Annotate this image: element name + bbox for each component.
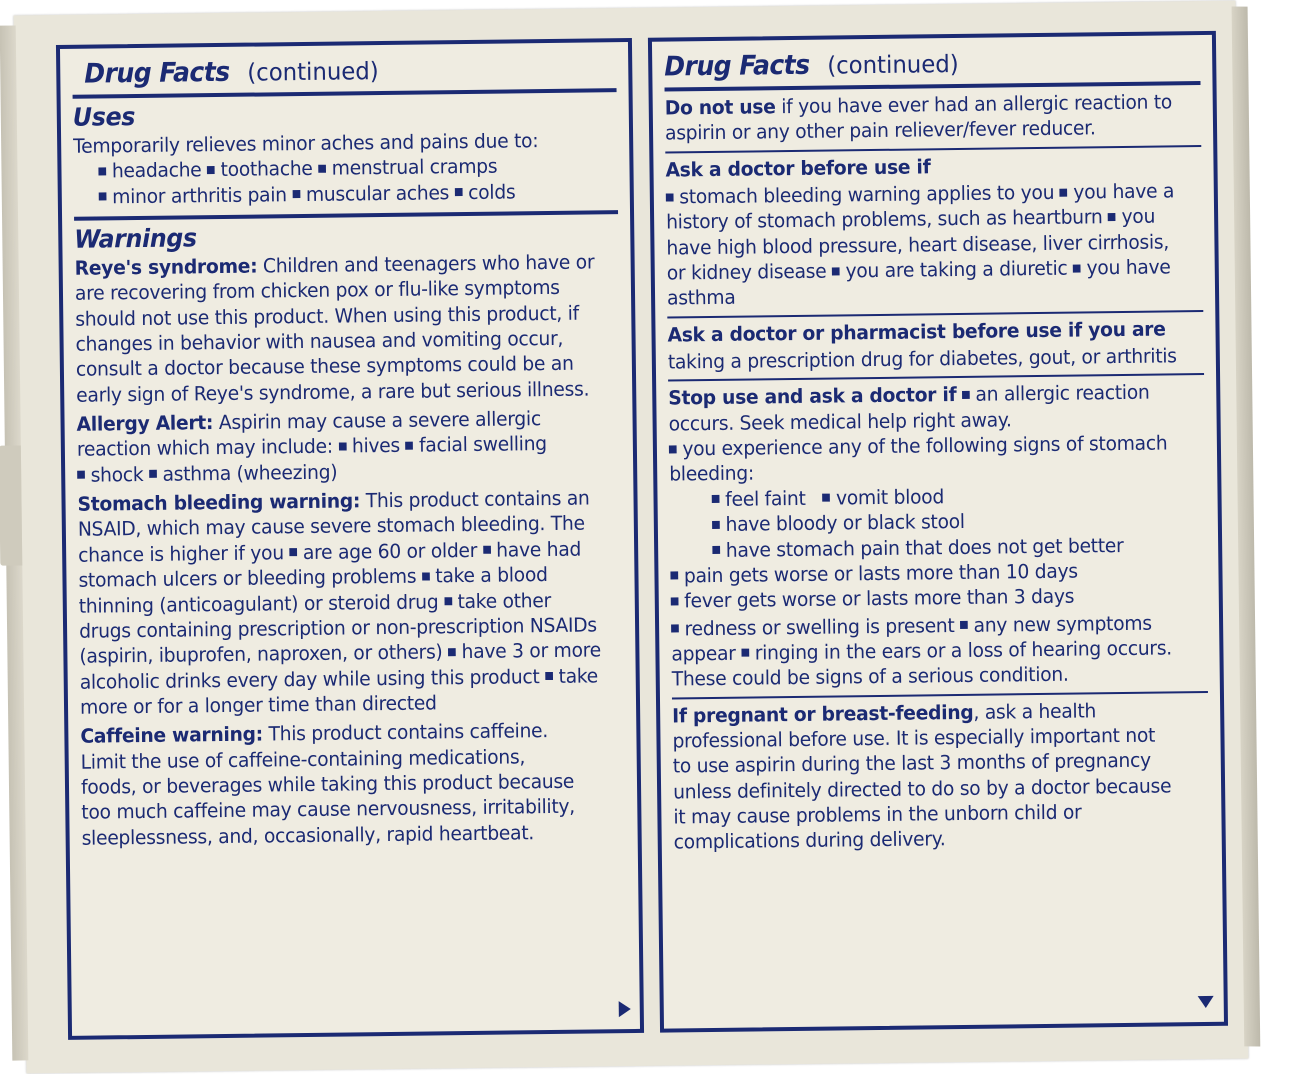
uses-bullet-muscular: muscular aches (305, 180, 450, 206)
bullet-square-icon (318, 165, 326, 173)
pregnancy-text: , ask a health professional before use. It is especially important not to use aspirin during the last 3 months of pregnancy unless definitely directed to do so by a doctor because it may cause problems in the unborn child or complications during delivery. (672, 698, 1172, 854)
warning-stomach-lead: Stomach bleeding warning: (77, 489, 361, 516)
ask-doctor-bullet-3: you have high blood pressure, heart disease, liver cirrhosis, or kidney disease (666, 204, 1170, 285)
warning-allergy-text: Aspirin may cause a severe allergic reaction which may include: (76, 407, 542, 462)
stomach-bullet-longer-time: take more or for a longer time than directed (79, 663, 599, 719)
warning-caffeine (80, 718, 604, 851)
bullet-square-icon (448, 648, 456, 656)
bullet-square-icon (483, 546, 491, 554)
uses-bullet-colds: colds (468, 180, 516, 204)
stop-use-sub-black-stool: have bloody or black stool (725, 510, 965, 536)
stomach-bullet-blood-thinner: take a blood thinning (anticoagulant) or steroid drug (78, 563, 548, 618)
bullet-square-icon (712, 546, 720, 554)
bullet-square-icon (406, 442, 414, 450)
bullet-square-icon (671, 597, 679, 605)
bullet-square-icon (99, 193, 107, 201)
ask-doctor-heading: Ask a doctor before use if (665, 155, 931, 182)
ask-pharmacist-text: taking a prescription drug for diabetes, gout, or arthritis (667, 344, 1177, 374)
stomach-bullet-age: are age 60 or older (302, 538, 478, 564)
drug-facts-continued-right: (continued) (827, 49, 960, 80)
bullet-square-icon (338, 442, 346, 450)
uses-bullet-menstrual: menstrual cramps (331, 154, 498, 180)
ask-doctor-bullet-2: you have a history of stomach problems, such as heartburn (666, 179, 1175, 234)
bullet-square-icon (832, 267, 840, 275)
bullet-square-icon (671, 624, 679, 632)
stop-use-bullet-6: any new symptoms appear (671, 611, 1152, 666)
medicine-carton (14, 1, 1249, 1074)
stop-use-heading: Stop use and ask a doctor if (668, 383, 957, 410)
stop-use-sub-vomit-blood: vomit blood (835, 484, 945, 510)
bullet-square-icon (960, 621, 968, 629)
uses-bullets-line-2 (74, 178, 597, 210)
carton-right-edge (1232, 6, 1261, 1046)
bullet-square-icon (1108, 213, 1116, 221)
allergy-bullet-asthma: asthma (wheezing) (162, 460, 338, 486)
allergy-bullet-hives: hives (351, 434, 401, 458)
drug-facts-title-right: Drug Facts (664, 49, 810, 83)
drug-facts-column-left (56, 38, 644, 1040)
stomach-bullet-alcohol: have 3 or more alcoholic drinks every day while using this product (79, 638, 602, 694)
uses-bullet-headache: headache (111, 158, 202, 183)
do-not-use-lead: Do not use (664, 95, 776, 120)
warning-reyes-lead: Reye's syndrome: (74, 254, 258, 280)
uses-heading: Uses (72, 102, 136, 132)
do-not-use-text: if you have ever had an allergic reaction to aspirin or any other pain reliever/fever reducer. (664, 90, 1173, 145)
bullet-square-icon (455, 188, 463, 196)
warning-caffeine-text: This product contains caffeine. Limit the use of caffeine-containing medications, foods, or beverages while taking this product because too much caffeine may cause nervousness, irritability, sleeplessness, and, occasionally, rapid heartbeat. (80, 719, 576, 850)
pregnancy-lead: If pregnant or breast-feeding (672, 700, 974, 728)
uses-bullet-toothache: toothache (220, 157, 313, 182)
stop-use-bullet-5: redness or swelling is present (684, 613, 955, 640)
bullet-square-icon (1073, 264, 1081, 272)
warning-allergy-lead: Allergy Alert: (76, 411, 214, 436)
warning-stomach-bleeding (77, 486, 602, 720)
ask-doctor-bullets (666, 178, 1182, 311)
drug-facts-title-left: Drug Facts (84, 56, 230, 90)
bullet-square-icon (823, 494, 831, 502)
stop-use-sub-feel-faint: feel faint (725, 486, 806, 511)
stop-use-bullet-2: you experience any of the following signs of stomach bleeding: (669, 431, 1168, 486)
drug-facts-header-right (664, 43, 1200, 88)
ask-doctor-bullet-5: you have asthma (666, 255, 1171, 310)
bullet-square-icon (149, 470, 157, 478)
bullet-square-icon (207, 166, 215, 174)
stop-use-bullet-4: fever gets worse or lasts more than 3 days (684, 584, 1075, 613)
bullet-square-icon (666, 193, 674, 201)
bullet-square-icon (545, 672, 553, 680)
stop-use-bullet-2-row (669, 430, 1184, 487)
bullet-square-icon (77, 471, 85, 479)
carton-side-tab (0, 445, 22, 565)
drug-facts-column-right (648, 31, 1228, 1033)
bullet-square-icon (422, 572, 430, 580)
stop-use-bullet-3: pain gets worse or lasts more than 10 days (683, 559, 1078, 588)
ask-doctor-bullet-4: you are taking a diuretic (845, 256, 1068, 283)
stop-use-bullet-1: an allergic reaction occurs. Seek medical help right away. (668, 381, 1150, 436)
stop-use-section (668, 380, 1183, 437)
ask-pharmacist-heading: Ask a doctor or pharmacist before use if you are (667, 317, 1166, 347)
bullet-square-icon (670, 572, 678, 580)
ask-doctor-bullet-1: stomach bleeding warning applies to you (679, 180, 1055, 209)
warning-reyes-syndrome (75, 249, 599, 407)
bullet-square-icon (669, 445, 677, 453)
uses-intro: Temporarily relieves minor aches and pains due to: (73, 129, 539, 158)
warning-caffeine-lead: Caffeine warning: (80, 722, 264, 748)
warnings-heading: Warnings (74, 223, 197, 254)
drug-facts-header-left (72, 50, 616, 95)
stop-use-bullet-4-row (671, 582, 1186, 614)
drug-facts-panels (56, 31, 1228, 1040)
stop-use-sub-stomach-pain: have stomach pain that does not get better (725, 533, 1124, 562)
bullet-square-icon (712, 495, 720, 503)
stop-use-bullet-7: ringing in the ears or a loss of hearing occurs. These could be signs of a serious condition. (671, 636, 1173, 691)
bullet-square-icon (712, 521, 720, 529)
bullet-square-icon (444, 597, 452, 605)
bullet-square-icon (289, 548, 297, 556)
allergy-bullet-shock: shock (90, 462, 144, 487)
bullet-square-icon (1060, 188, 1068, 196)
stop-use-bullet-567-row (671, 610, 1186, 692)
bullet-square-icon (292, 190, 300, 198)
uses-bullet-arthritis: minor arthritis pain (112, 182, 287, 208)
continue-down-arrow-icon (1198, 996, 1214, 1008)
allergy-bullet-facial-swelling: facial swelling (418, 432, 547, 458)
pregnancy-warning (672, 697, 1188, 855)
warning-allergy-alert (76, 405, 599, 487)
stomach-bullet-other-nsaids: take other drugs containing prescription or non-prescription NSAIDs (aspirin, ibuprofen, naproxen, or others) (78, 588, 597, 668)
stomach-bullet-ulcers: have had stomach ulcers or bleeding problems (78, 537, 582, 592)
continue-right-arrow-icon (619, 1001, 631, 1017)
bullet-square-icon (962, 391, 970, 399)
bullet-square-icon (741, 649, 749, 657)
drug-facts-continued-left: (continued) (247, 57, 380, 87)
bullet-square-icon (98, 167, 106, 175)
do-not-use-section (665, 89, 1180, 146)
warning-reyes-text: Children and teenagers who have or are recovering from chicken pox or flu-like symptoms should not use this product. When using this product, if changes in behavior with nausea and vomiting occur, consult a doctor because these symptoms could be an early sign of Reye's syndrome, a rare but serious illness. (74, 250, 595, 407)
warning-stomach-text: This product contains an NSAID, which may cause severe stomach bleeding. The chance is higher if you (77, 486, 590, 567)
